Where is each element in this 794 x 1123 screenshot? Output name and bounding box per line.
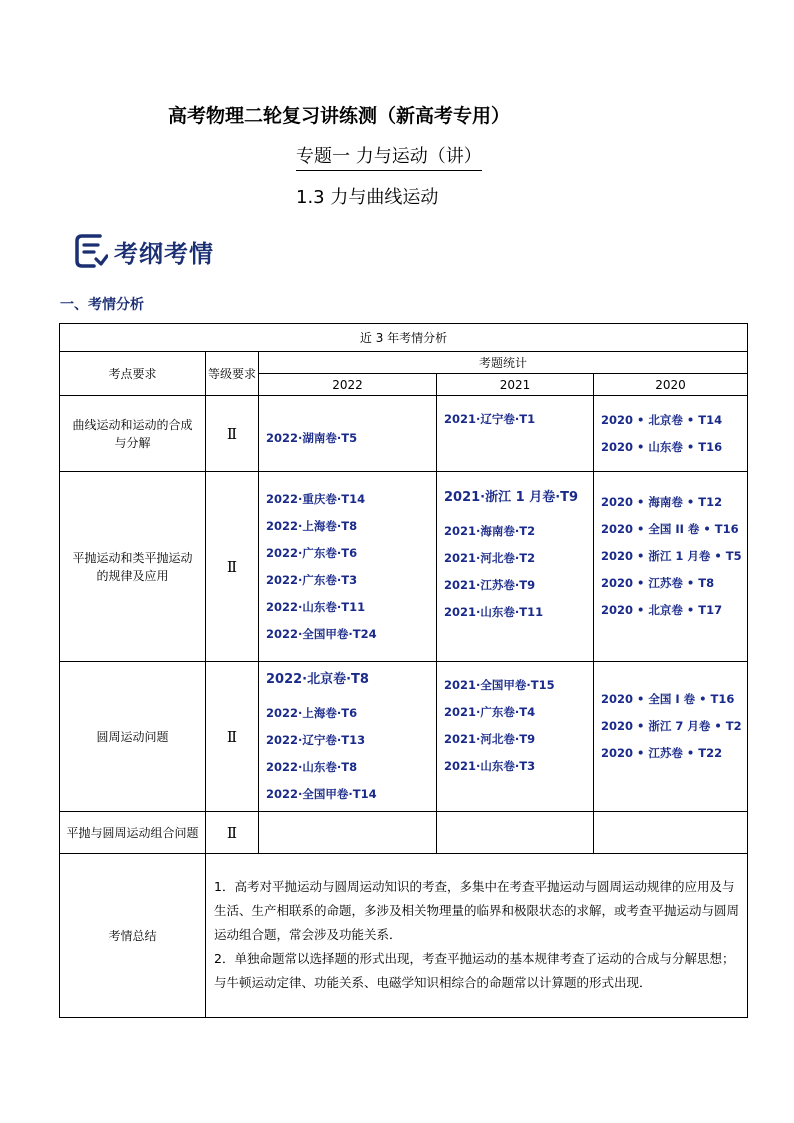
header-year-2022: 2022: [259, 374, 437, 396]
section-heading: 一、考情分析: [60, 297, 144, 313]
exam-link[interactable]: 2022·山东卷·T11: [266, 599, 366, 614]
table-row: [60, 472, 748, 662]
exam-link[interactable]: 2021·广东卷·T4: [444, 705, 536, 719]
exam-link[interactable]: 2021·河北卷·T9: [444, 732, 536, 746]
topic-cell: 圆周运动问题: [60, 662, 206, 812]
header-level: 等级要求: [206, 352, 259, 396]
table-row: [60, 812, 748, 854]
exam-link[interactable]: 2022·重庆卷·T14: [266, 491, 366, 506]
document-title: 高考物理二轮复习讲练测（新高考专用）: [168, 105, 511, 127]
topic-cell: 曲线运动和运动的合成与分解: [60, 396, 206, 472]
exam-list-2021: [437, 662, 594, 812]
exam-list-2020: [594, 662, 748, 812]
exam-link[interactable]: 2020 • 北京卷 • T14: [601, 412, 723, 427]
summary-label: 考情总结: [60, 854, 206, 1018]
exam-link[interactable]: 2020 • 浙江 1 月卷 • T5: [601, 549, 742, 563]
header-stats: 考题统计: [259, 352, 748, 374]
exam-list-2020: [594, 472, 748, 662]
exam-link[interactable]: 2020 • 海南卷 • T12: [601, 495, 723, 509]
header-year-2021: 2021: [437, 374, 594, 396]
exam-link[interactable]: 2020 • 全国 II 卷 • T16: [601, 522, 739, 536]
exam-link[interactable]: 2020 • 全国 I 卷 • T16: [601, 692, 735, 706]
exam-link[interactable]: 2021·山东卷·T11: [444, 605, 544, 619]
exam-link[interactable]: 2020 • 山东卷 • T16: [601, 439, 723, 454]
exam-list-2020: [594, 812, 748, 854]
exam-link[interactable]: 2022·上海卷·T8: [266, 518, 358, 533]
summary-paragraph: 2．单独命题常以选择题的形式出现，考查平抛运动的基本规律考查了运动的合成与分解思想；与牛顿运动定律、功能关系、电磁学知识相综合的命题常以计算题的形式出现．: [214, 950, 735, 990]
exam-link[interactable]: 2022·山东卷·T8: [266, 760, 358, 774]
level-cell: Ⅱ: [206, 396, 259, 472]
exam-link[interactable]: 2022·全国甲卷·T14: [266, 787, 377, 801]
exam-link[interactable]: 2022·湖南卷·T5: [266, 431, 358, 445]
table-row: [60, 662, 748, 812]
exam-link[interactable]: 2020 • 浙江 7 月卷 • T2: [601, 719, 742, 733]
topic-cell: 平抛与圆周运动组合问题: [60, 812, 206, 854]
summary-paragraph: 1．高考对平抛运动与圆周运动知识的考查，多集中在考查平抛运动与圆周运动规律的应用及与生活、生产相联系的命题，多涉及相关物理量的临界和极限状态的求解，或考查平抛运动与圆周运动组合题，常会涉及功能关系．: [214, 878, 740, 942]
summary-row: [60, 854, 748, 1018]
exam-link[interactable]: 2021·全国甲卷·T15: [444, 678, 555, 692]
exam-list-2022: [259, 472, 437, 662]
exam-link[interactable]: 2021·浙江 1 月卷·T9: [444, 490, 579, 505]
exam-link[interactable]: 2020 • 江苏卷 • T22: [601, 746, 723, 760]
header-year-2020: 2020: [594, 374, 748, 396]
exam-link[interactable]: 2022·广东卷·T6: [266, 545, 358, 560]
level-cell: Ⅱ: [206, 662, 259, 812]
exam-link[interactable]: 2022·上海卷·T6: [266, 706, 358, 720]
table-caption: 近 3 年考情分析: [60, 324, 748, 352]
exam-list-2022: [259, 812, 437, 854]
exam-list-2020: [594, 396, 748, 472]
exam-analysis-table: [59, 323, 748, 1018]
exam-link[interactable]: 2022·广东卷·T3: [266, 572, 358, 587]
summary-cell: [206, 854, 748, 1018]
topic-cell: 平抛运动和类平抛运动的规律及应用: [60, 472, 206, 662]
exam-link[interactable]: 2022·全国甲卷·T24: [266, 626, 377, 641]
exam-list-2021: [437, 396, 594, 472]
exam-list-2022: [259, 662, 437, 812]
exam-link[interactable]: 2021·辽宁卷·T1: [444, 412, 536, 426]
exam-list-2021: [437, 812, 594, 854]
exam-link[interactable]: 2021·海南卷·T2: [444, 524, 536, 538]
banner: [74, 232, 214, 270]
exam-link[interactable]: 2020 • 江苏卷 • T8: [601, 576, 715, 590]
exam-link[interactable]: 2022·北京卷·T8: [266, 672, 369, 687]
document-list-icon: [74, 233, 108, 269]
table-row: [60, 396, 748, 472]
exam-link[interactable]: 2020 • 北京卷 • T17: [601, 603, 723, 617]
exam-link[interactable]: 2021·山东卷·T3: [444, 759, 536, 773]
exam-list-2021: [437, 472, 594, 662]
section-number-title: 1.3 力与曲线运动: [296, 187, 439, 208]
exam-list-2022: [259, 396, 437, 472]
level-cell: Ⅱ: [206, 472, 259, 662]
banner-label: 考纲考情: [114, 239, 214, 268]
header-point: 考点要求: [60, 352, 206, 396]
exam-link[interactable]: 2021·江苏卷·T9: [444, 578, 536, 592]
level-cell: Ⅱ: [206, 812, 259, 854]
document-subtitle: 专题一 力与运动（讲）: [296, 145, 482, 171]
exam-link[interactable]: 2021·河北卷·T2: [444, 551, 536, 565]
exam-link[interactable]: 2022·辽宁卷·T13: [266, 733, 366, 747]
